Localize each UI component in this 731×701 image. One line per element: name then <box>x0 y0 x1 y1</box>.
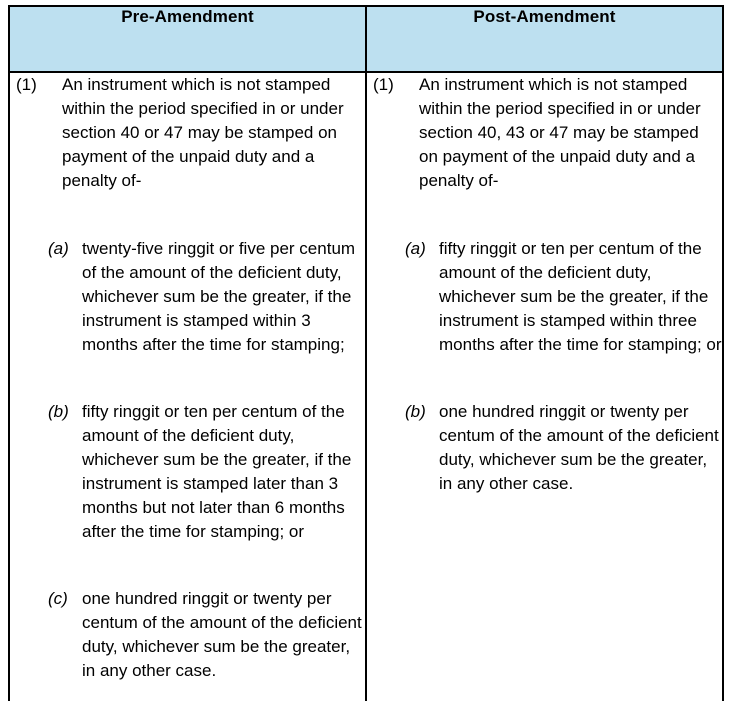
table-body <box>9 72 723 701</box>
subitem-marker: (c) <box>48 589 68 608</box>
column-header-pre-amendment <box>9 6 366 72</box>
amendment-comparison-table <box>8 5 724 701</box>
subitem-post-b <box>405 400 722 520</box>
subitem-marker: (a) <box>405 239 426 258</box>
subitem-marker: (a) <box>48 239 69 258</box>
column-header-pre-amendment-label: Pre-Amendment <box>121 7 254 26</box>
cell-pre-amendment <box>9 72 366 701</box>
clause-text: An instrument which is not stamped within the period specified in or under section 40 or 47 may be stamped on payment of the unpaid duty and a penalty of- <box>62 75 344 190</box>
subitem-text: fifty ringgit or ten per centum of the amount of the deficient duty, whichever sum be the greater, if the instrument is stamped within three months after the time for stamping; or <box>439 239 722 354</box>
subitem-pre-c <box>48 587 365 701</box>
clause-marker: (1) <box>373 75 394 94</box>
clause-pre-1 <box>16 73 365 217</box>
subitem-pre-a <box>48 237 365 381</box>
clause-marker: (1) <box>16 75 37 94</box>
subitem-pre-b <box>48 400 365 568</box>
subitem-post-a <box>405 237 722 381</box>
subitem-text: one hundred ringgit or twenty per centum of the amount of the deficient duty, whichever sum be the greater, in any other case. <box>82 589 362 680</box>
table-row <box>9 72 723 701</box>
clause-text: An instrument which is not stamped within the period specified in or under section 40, 43 or 47 may be stamped on payment of the unpaid duty and a penalty of- <box>419 75 701 190</box>
subitem-text: one hundred ringgit or twenty per centum of the amount of the deficient duty, whichever sum be the greater, in any other case. <box>439 402 719 493</box>
clause-post-1 <box>373 73 722 217</box>
table-header-row <box>9 6 723 72</box>
subitem-marker: (b) <box>405 402 426 421</box>
subitem-marker: (b) <box>48 402 69 421</box>
cell-post-amendment <box>366 72 723 701</box>
column-header-post-amendment <box>366 6 723 72</box>
column-header-post-amendment-label: Post-Amendment <box>473 7 616 26</box>
subitem-text: fifty ringgit or ten per centum of the amount of the deficient duty, whichever sum be the greater, if the instrument is stamped later than 3 months but not later than 6 months after the time for stamping; or <box>82 402 352 541</box>
subitem-text: twenty-five ringgit or five per centum of the amount of the deficient duty, whichever sum be the greater, if the instrument is stamped within 3 months after the time for stamping; <box>82 239 356 354</box>
table-header <box>9 6 723 72</box>
